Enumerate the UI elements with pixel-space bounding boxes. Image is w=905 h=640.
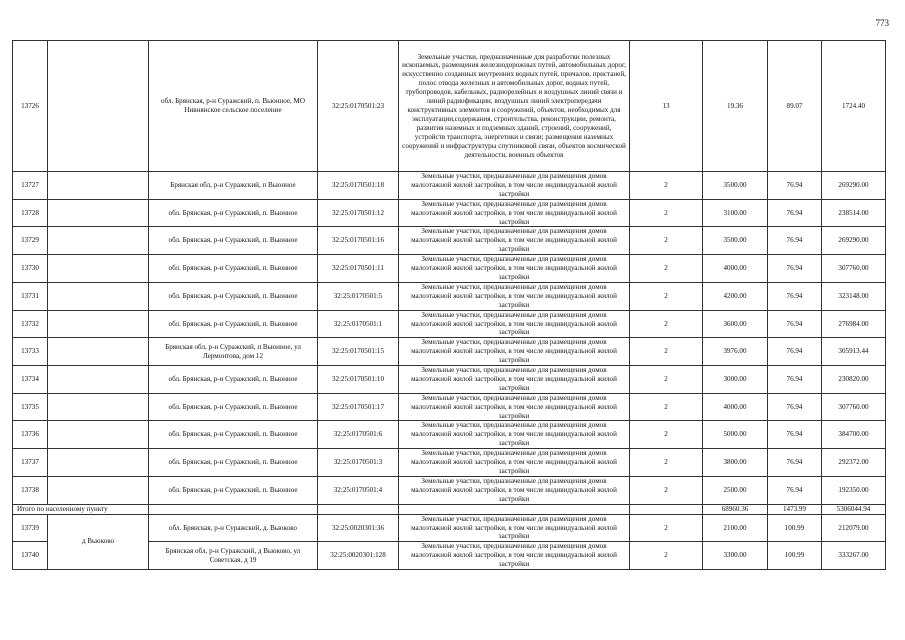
land-use-cell: Земельные участки, предназначенные для размещения домов малоэтажной жилой застройки, в том числе индивидуальной жилой застройки — [399, 514, 630, 542]
price-cell: 76.94 — [768, 199, 822, 227]
row-id-cell: 13732 — [13, 310, 48, 338]
address-cell: обл. Брянская, р-н Суражский, п. Вьюнное — [149, 421, 318, 449]
row-id-cell: 13731 — [13, 282, 48, 310]
use-code-cell: 2 — [630, 476, 703, 504]
cadastral-number-cell: 32:25:0170501:5 — [318, 282, 399, 310]
price-cell: 76.94 — [768, 476, 822, 504]
use-code-cell: 2 — [630, 310, 703, 338]
table-row — [13, 41, 886, 172]
cadastral-value-cell: 212079.00 — [822, 514, 886, 542]
area-cell: 2100.00 — [703, 514, 768, 542]
use-code-cell: 2 — [630, 255, 703, 283]
row-id-cell: 13737 — [13, 449, 48, 477]
address-cell: обл. Брянская, р-н Суражский, п. Вьюнное — [149, 310, 318, 338]
area-cell: 5000.00 — [703, 421, 768, 449]
table-row — [13, 282, 886, 310]
row-id-cell: 13740 — [13, 542, 48, 570]
total-row — [13, 504, 886, 514]
land-use-cell: Земельные участки, предназначенные для размещения домов малоэтажной жилой застройки, в том числе индивидуальной жилой застройки — [399, 542, 630, 570]
locality-cell — [48, 366, 149, 394]
total-label-cell: Итого по населенному пункту — [13, 504, 149, 514]
land-registry-table — [12, 40, 886, 570]
price-cell: 76.94 — [768, 310, 822, 338]
land-use-cell: Земельные участки, предназначенные для размещения домов малоэтажной жилой застройки, в том числе индивидуальной жилой застройки — [399, 199, 630, 227]
locality-cell — [48, 199, 149, 227]
use-code-cell: 2 — [630, 449, 703, 477]
row-id-cell: 13736 — [13, 421, 48, 449]
cadastral-value-cell: 384700.00 — [822, 421, 886, 449]
price-cell: 76.94 — [768, 393, 822, 421]
cadastral-value-cell: 276984.00 — [822, 310, 886, 338]
address-cell: обл. Брянская, р-н Суражский, п. Вьюнное — [149, 227, 318, 255]
cadastral-number-cell: 32:25:0170501:3 — [318, 449, 399, 477]
cadastral-value-cell: 269290.00 — [822, 172, 886, 200]
locality-cell — [48, 338, 149, 366]
address-cell: Брянская обл, р-н Суражский, д Вьюково, ул Советская, д 19 — [149, 542, 318, 570]
locality-cell — [48, 282, 149, 310]
table-row — [13, 199, 886, 227]
cadastral-value-cell: 1724.40 — [822, 41, 886, 172]
area-cell: 3500.00 — [703, 227, 768, 255]
area-cell: 4200.00 — [703, 282, 768, 310]
table-row — [13, 255, 886, 283]
use-code-cell: 2 — [630, 542, 703, 570]
use-code-cell: 2 — [630, 227, 703, 255]
cadastral-value-cell: 307760.00 — [822, 255, 886, 283]
total-area-cell: 68960.36 — [703, 504, 768, 514]
locality-cell — [48, 476, 149, 504]
cadastral-number-cell: 32:25:0170501:18 — [318, 172, 399, 200]
address-cell: обл. Брянская, р-н Суражский, п. Вьюнное — [149, 366, 318, 394]
cadastral-value-cell: 307760.00 — [822, 393, 886, 421]
total-price-cell: 1473.99 — [768, 504, 822, 514]
row-id-cell: 13727 — [13, 172, 48, 200]
locality-cell — [48, 421, 149, 449]
area-cell: 4000.00 — [703, 255, 768, 283]
total-value-cell: 5306044.94 — [822, 504, 886, 514]
use-code-cell: 2 — [630, 338, 703, 366]
use-code-cell: 2 — [630, 421, 703, 449]
table-row — [13, 514, 886, 542]
locality-cell — [48, 449, 149, 477]
cadastral-number-cell: 32:25:0170501:1 — [318, 310, 399, 338]
land-use-cell: Земельные участки, предназначенные для размещения домов малоэтажной жилой застройки, в том числе индивидуальной жилой застройки — [399, 338, 630, 366]
table-row — [13, 366, 886, 394]
cadastral-number-cell: 32:25:0170501:6 — [318, 421, 399, 449]
cadastral-value-cell: 305913.44 — [822, 338, 886, 366]
empty-cell — [630, 504, 703, 514]
area-cell: 19.36 — [703, 41, 768, 172]
row-id-cell: 13739 — [13, 514, 48, 542]
address-cell: обл. Брянская, р-н Суражский, п. Вьюнное, МО Нивнянское сельское поселение — [149, 41, 318, 172]
price-cell: 100.99 — [768, 514, 822, 542]
price-cell: 76.94 — [768, 366, 822, 394]
land-use-cell: Земельные участки, предназначенные для размещения домов малоэтажной жилой застройки, в том числе индивидуальной жилой застройки — [399, 310, 630, 338]
land-use-cell: Земельные участки, предназначенные для размещения домов малоэтажной жилой застройки, в том числе индивидуальной жилой застройки — [399, 476, 630, 504]
village-name-cell: д Вьюково — [48, 514, 149, 569]
cadastral-number-cell: 32:25:0170501:4 — [318, 476, 399, 504]
land-use-cell: Земельные участки, предназначенные для размещения домов малоэтажной жилой застройки, в том числе индивидуальной жилой застройки — [399, 227, 630, 255]
locality-cell — [48, 227, 149, 255]
land-use-cell: Земельные участки, предназначенные для размещения домов малоэтажной жилой застройки, в том числе индивидуальной жилой застройки — [399, 393, 630, 421]
cadastral-number-cell: 32:25:0170501:11 — [318, 255, 399, 283]
row-id-cell: 13733 — [13, 338, 48, 366]
page-number: 773 — [875, 18, 889, 28]
address-cell: обл. Брянская, р-н Суражский, п. Вьюнное — [149, 255, 318, 283]
area-cell: 2500.00 — [703, 476, 768, 504]
price-cell: 76.94 — [768, 227, 822, 255]
empty-cell — [399, 504, 630, 514]
cadastral-number-cell: 32:25:0170501:12 — [318, 199, 399, 227]
price-cell: 76.94 — [768, 449, 822, 477]
area-cell: 3976.00 — [703, 338, 768, 366]
locality-cell — [48, 310, 149, 338]
table-row — [13, 421, 886, 449]
cadastral-number-cell: 32:25:0170501:15 — [318, 338, 399, 366]
use-code-cell: 2 — [630, 172, 703, 200]
locality-cell — [48, 41, 149, 172]
table-row — [13, 310, 886, 338]
empty-cell — [149, 504, 318, 514]
land-use-cell: Земельные участки, предназначенные для размещения домов малоэтажной жилой застройки, в том числе индивидуальной жилой застройки — [399, 282, 630, 310]
cadastral-number-cell: 32:25:0170501:17 — [318, 393, 399, 421]
area-cell: 3800.00 — [703, 449, 768, 477]
cadastral-number-cell: 32:25:0170501:10 — [318, 366, 399, 394]
cadastral-value-cell: 269290.00 — [822, 227, 886, 255]
price-cell: 100.99 — [768, 542, 822, 570]
cadastral-value-cell: 192350.00 — [822, 476, 886, 504]
price-cell: 76.94 — [768, 282, 822, 310]
address-cell: Брянская обл, р-н Суражский, п Вьюнное, ул Лермонтова, дом 12 — [149, 338, 318, 366]
row-id-cell: 13734 — [13, 366, 48, 394]
table-row — [13, 449, 886, 477]
cadastral-number-cell: 32:25:0020301:36 — [318, 514, 399, 542]
table-row — [13, 338, 886, 366]
table-row — [13, 476, 886, 504]
use-code-cell: 2 — [630, 282, 703, 310]
address-cell: обл. Брянская, р-н Суражский, п. Вьюнное — [149, 449, 318, 477]
area-cell: 4000.00 — [703, 393, 768, 421]
use-code-cell: 2 — [630, 393, 703, 421]
price-cell: 76.94 — [768, 255, 822, 283]
land-use-cell: Земельные участки, предназначенные для размещения домов малоэтажной жилой застройки, в том числе индивидуальной жилой застройки — [399, 366, 630, 394]
locality-cell — [48, 393, 149, 421]
row-id-cell: 13729 — [13, 227, 48, 255]
area-cell: 3100.00 — [703, 199, 768, 227]
row-id-cell: 13738 — [13, 476, 48, 504]
land-use-cell: Земельные участки, предназначенные для размещения домов малоэтажной жилой застройки, в том числе индивидуальной жилой застройки — [399, 255, 630, 283]
use-code-cell: 2 — [630, 199, 703, 227]
cadastral-value-cell: 333267.00 — [822, 542, 886, 570]
price-cell: 89.07 — [768, 41, 822, 172]
address-cell: обл. Брянская, р-н Суражский, п. Вьюнное — [149, 476, 318, 504]
land-use-cell: Земельные участки, предназначенные для размещения домов малоэтажной жилой застройки, в том числе индивидуальной жилой застройки — [399, 421, 630, 449]
empty-cell — [318, 504, 399, 514]
area-cell: 3300.00 — [703, 542, 768, 570]
cadastral-number-cell: 32:25:0170501:23 — [318, 41, 399, 172]
cadastral-value-cell: 238514.00 — [822, 199, 886, 227]
cadastral-number-cell: 32:25:0170501:16 — [318, 227, 399, 255]
use-code-cell: 2 — [630, 514, 703, 542]
price-cell: 76.94 — [768, 172, 822, 200]
address-cell: обл. Брянская, р-н Суражский, п. Вьюнное — [149, 282, 318, 310]
cadastral-value-cell: 323148.00 — [822, 282, 886, 310]
land-use-cell: Земельные участки, предназначенные для размещения домов малоэтажной жилой застройки, в том числе индивидуальной жилой застройки — [399, 449, 630, 477]
area-cell: 3600.00 — [703, 310, 768, 338]
use-code-cell: 2 — [630, 366, 703, 394]
table-row — [13, 227, 886, 255]
address-cell: обл. Брянская, р-н Суражский, д. Вьюково — [149, 514, 318, 542]
cadastral-number-cell: 32:25:0020301:128 — [318, 542, 399, 570]
table-row — [13, 172, 886, 200]
row-id-cell: 13730 — [13, 255, 48, 283]
land-use-cell: Земельные участки, предназначенные для размещения домов малоэтажной жилой застройки, в том числе индивидуальной жилой застройки — [399, 172, 630, 200]
area-cell: 3000.00 — [703, 366, 768, 394]
land-use-cell: Земельные участки, предназначенные для разработки полезных ископаемых, размещения железнодорожных путей, автомобильных дорог, искусственно созданных внутренних водных путей, причалов, пристаней, полос отвода железных и автомобильных дорог, водных путей, трубопроводов, кабельных, радиорелейных и воздушных линий связи и линий радиофикации, воздушных линий электропередачи конструктивных элементов и сооружений, объектов, необходимых для эксплуатации,содержания, строительства, реконструкции, ремонта, развития наземных и подземных зданий, строений, сооружений, устройств транспорта, энергетики и связи; размещения наземных сооружений и инфраструктуры спутниковой связи, объектов космической деятельности, военных объектов — [399, 41, 630, 172]
use-code-cell: 13 — [630, 41, 703, 172]
address-cell: обл. Брянская, р-н Суражский, п. Вьюнное — [149, 199, 318, 227]
area-cell: 3500.00 — [703, 172, 768, 200]
cadastral-value-cell: 230820.00 — [822, 366, 886, 394]
locality-cell — [48, 255, 149, 283]
table-row — [13, 393, 886, 421]
row-id-cell: 13728 — [13, 199, 48, 227]
price-cell: 76.94 — [768, 338, 822, 366]
address-cell: Брянская обл, р-н Суражский, п Вьюнное — [149, 172, 318, 200]
cadastral-value-cell: 292372.00 — [822, 449, 886, 477]
price-cell: 76.94 — [768, 421, 822, 449]
locality-cell — [48, 172, 149, 200]
address-cell: обл. Брянская, р-н Суражский, п. Вьюнное — [149, 393, 318, 421]
row-id-cell: 13726 — [13, 41, 48, 172]
row-id-cell: 13735 — [13, 393, 48, 421]
